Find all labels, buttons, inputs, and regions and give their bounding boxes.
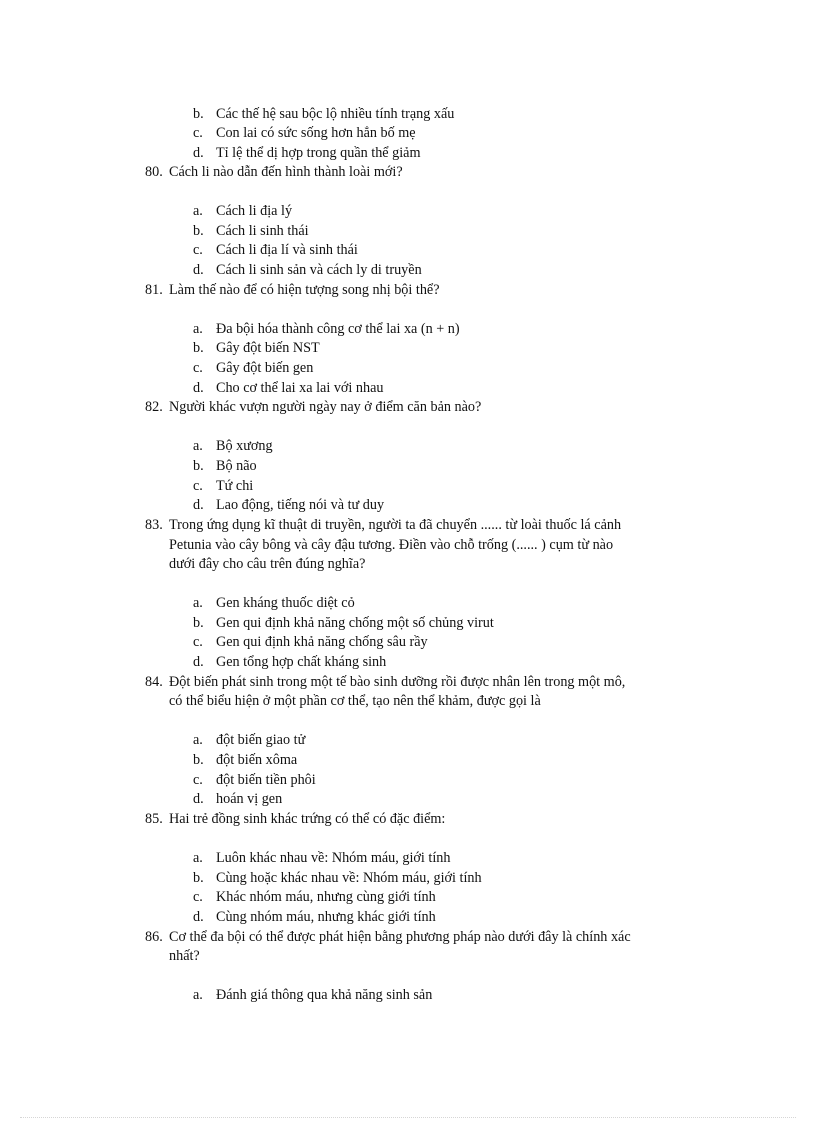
option-letter: d.: [193, 497, 204, 513]
option-text: Cách li địa lý: [216, 203, 293, 219]
answer-option: [193, 790, 282, 808]
answer-option: [193, 888, 436, 906]
question-text: Làm thế nào để có hiện tượng song nhị bội thể?: [169, 282, 440, 298]
answer-option: [193, 124, 416, 142]
option-letter: b.: [193, 870, 204, 886]
question-text: Người khác vượn người ngày nay ở điểm căn bản nào?: [169, 399, 482, 415]
answer-option: [193, 869, 482, 887]
answer-option: [193, 614, 494, 632]
question-number: 80.: [145, 164, 163, 180]
option-text: Cùng nhóm máu, nhưng khác giới tính: [216, 909, 436, 925]
option-text: Cho cơ thể lai xa lai với nhau: [216, 380, 384, 396]
option-text: Lao động, tiếng nói và tư duy: [216, 497, 385, 513]
answer-option: [193, 359, 313, 377]
option-text: hoán vị gen: [216, 791, 283, 807]
option-letter: d.: [193, 380, 204, 396]
option-letter: d.: [193, 145, 204, 161]
question-text: Trong ứng dụng kĩ thuật di truyền, người ta đã chuyển ...... từ loài thuốc lá cảnh: [169, 517, 622, 533]
answer-option: [193, 202, 292, 220]
option-text: Gen qui định khả năng chống sâu rầy: [216, 634, 428, 650]
option-letter: c.: [193, 889, 203, 905]
question-number: 84.: [145, 674, 163, 690]
question-stem: [145, 673, 625, 691]
option-text: đột biến tiền phôi: [216, 772, 316, 788]
option-letter: b.: [193, 752, 204, 768]
option-letter: c.: [193, 360, 203, 376]
question-number: 85.: [145, 811, 163, 827]
option-text: Đánh giá thông qua khả năng sinh sản: [216, 987, 433, 1003]
question-stem-continuation: [169, 947, 200, 965]
option-text: Luôn khác nhau về: Nhóm máu, giới tính: [216, 850, 451, 866]
question-stem: [145, 281, 440, 299]
option-letter: a.: [193, 850, 203, 866]
page-bottom-divider: [20, 1117, 796, 1118]
option-letter: b.: [193, 340, 204, 356]
option-letter: c.: [193, 634, 203, 650]
option-text: đột biến giao tử: [216, 732, 306, 748]
question-text: Petunia vào cây bông và cây đậu tương. Điền vào chỗ trống (...... ) cụm từ nào: [169, 537, 614, 553]
option-letter: c.: [193, 242, 203, 258]
option-text: Gây đột biến gen: [216, 360, 314, 376]
option-text: Các thế hệ sau bộc lộ nhiều tính trạng xấu: [216, 106, 455, 122]
answer-option: [193, 653, 386, 671]
question-number: 83.: [145, 517, 163, 533]
option-letter: a.: [193, 987, 203, 1003]
answer-option: [193, 457, 257, 475]
option-text: Khác nhóm máu, nhưng cùng giới tính: [216, 889, 436, 905]
answer-option: [193, 261, 422, 279]
question-text: Cơ thể đa bội có thể được phát hiện bằng phương pháp nào dưới đây là chính xác: [169, 929, 631, 945]
answer-option: [193, 771, 316, 789]
answer-option: [193, 731, 305, 749]
answer-option: [193, 496, 384, 514]
answer-option: [193, 339, 320, 357]
answer-option: [193, 241, 358, 259]
option-letter: d.: [193, 909, 204, 925]
option-letter: a.: [193, 732, 203, 748]
option-text: Cách li sinh sản và cách ly di truyền: [216, 262, 422, 278]
option-text: Gen qui định khả năng chống một số chủng virut: [216, 615, 494, 631]
option-text: Gây đột biến NST: [216, 340, 320, 356]
option-letter: a.: [193, 438, 203, 454]
answer-option: [193, 986, 432, 1004]
question-text: có thể biểu hiện ở một phần cơ thể, tạo nên thể khảm, được gọi là: [169, 693, 541, 709]
question-stem-continuation: [169, 536, 613, 554]
question-stem: [145, 928, 631, 946]
question-stem: [145, 810, 445, 828]
option-text: đột biến xôma: [216, 752, 298, 768]
question-text: nhất?: [169, 948, 200, 964]
option-letter: b.: [193, 458, 204, 474]
answer-option: [193, 379, 383, 397]
option-letter: d.: [193, 791, 204, 807]
option-letter: a.: [193, 595, 203, 611]
question-stem: [145, 163, 403, 181]
option-text: Tứ chi: [216, 478, 254, 494]
answer-option: [193, 222, 309, 240]
answer-option: [193, 320, 460, 338]
option-text: Cách li sinh thái: [216, 223, 309, 239]
answer-option: [193, 908, 436, 926]
option-text: Tỉ lệ thể dị hợp trong quần thể giảm: [216, 145, 421, 161]
option-text: Con lai có sức sống hơn hẳn bố mẹ: [216, 125, 416, 141]
question-text: Hai trẻ đồng sinh khác trứng có thể có đặc điểm:: [169, 811, 446, 827]
option-text: Bộ não: [216, 458, 257, 474]
option-text: Gen tổng hợp chất kháng sinh: [216, 654, 387, 670]
question-text: Đột biến phát sinh trong một tế bào sinh dưỡng rồi được nhân lên trong một mô,: [169, 674, 626, 690]
option-text: Gen kháng thuốc diệt cỏ: [216, 595, 355, 611]
option-text: Đa bội hóa thành công cơ thể lai xa (n + n): [216, 321, 460, 337]
question-text: Cách li nào dẫn đến hình thành loài mới?: [169, 164, 403, 180]
answer-option: [193, 477, 253, 495]
option-letter: b.: [193, 223, 204, 239]
question-number: 86.: [145, 929, 163, 945]
answer-option: [193, 594, 355, 612]
option-text: Cách li địa lí và sinh thái: [216, 242, 358, 258]
answer-option: [193, 105, 454, 123]
answer-option: [193, 849, 450, 867]
question-stem: [145, 398, 481, 416]
answer-option: [193, 144, 421, 162]
answer-option: [193, 751, 297, 769]
option-letter: a.: [193, 203, 203, 219]
question-stem-continuation: [169, 692, 541, 710]
option-letter: d.: [193, 654, 204, 670]
option-letter: c.: [193, 125, 203, 141]
option-letter: c.: [193, 772, 203, 788]
question-number: 82.: [145, 399, 163, 415]
question-number: 81.: [145, 282, 163, 298]
option-text: Cùng hoặc khác nhau về: Nhóm máu, giới tính: [216, 870, 482, 886]
option-text: Bộ xương: [216, 438, 273, 454]
option-letter: d.: [193, 262, 204, 278]
answer-option: [193, 633, 428, 651]
option-letter: c.: [193, 478, 203, 494]
option-letter: b.: [193, 615, 204, 631]
question-stem-continuation: [169, 555, 365, 573]
question-text: dưới đây cho câu trên đúng nghĩa?: [169, 556, 366, 572]
option-letter: b.: [193, 106, 204, 122]
answer-option: [193, 437, 273, 455]
question-stem: [145, 516, 621, 534]
option-letter: a.: [193, 321, 203, 337]
